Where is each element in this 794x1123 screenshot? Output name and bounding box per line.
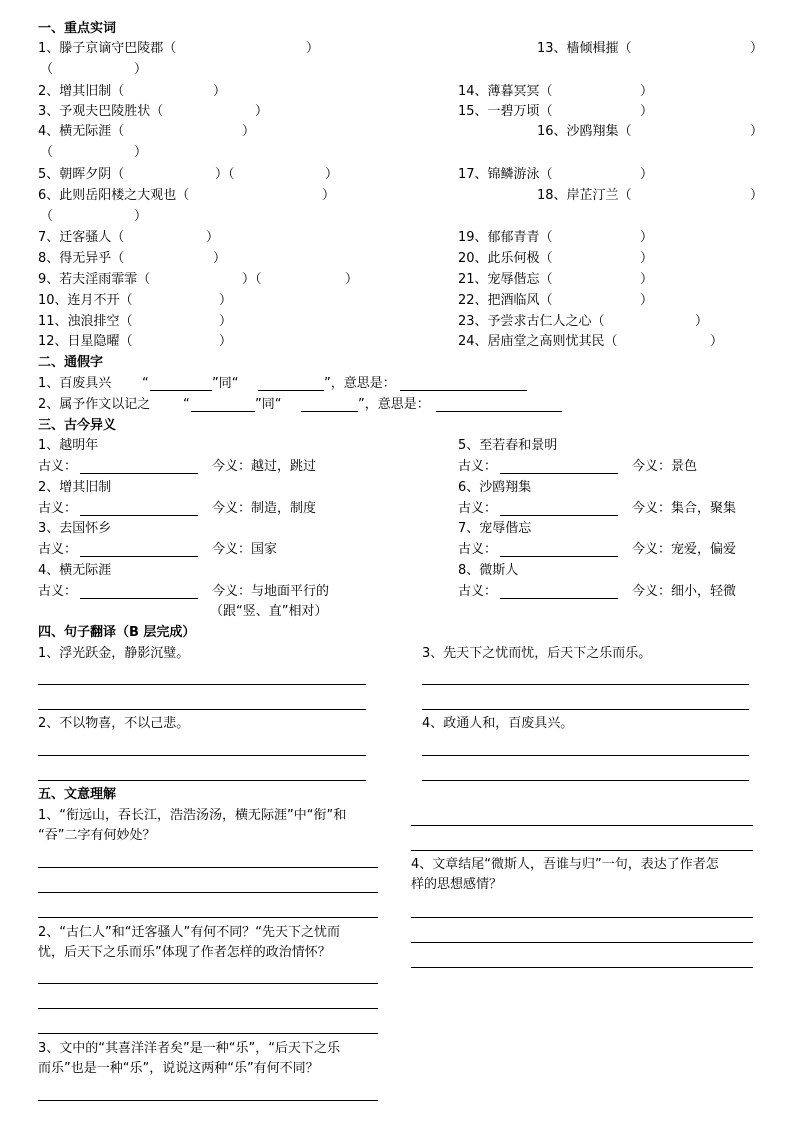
gujin-item-1-gu-label: 古义： bbox=[38, 459, 78, 474]
comprehension-q1-line-2: “吞”二字有何妙处？ bbox=[38, 828, 156, 843]
vocab-item-1-close: ） bbox=[306, 41, 320, 56]
vocab-item-1-cont-open: （ bbox=[40, 62, 54, 77]
translate-item-3: 3、先天下之忧而忧，后天下之乐而乐。 bbox=[422, 646, 652, 661]
gujin-item-5-title: 5、至若春和景明 bbox=[458, 438, 558, 453]
vocab-item-20: 20、此乐何极（ bbox=[458, 251, 553, 266]
comprehension-q1-answer-line-2[interactable] bbox=[38, 892, 378, 893]
translate-item-1: 1、浮光跃金，静影沉璧。 bbox=[38, 646, 190, 661]
tongjia-item-2-meaning-blank[interactable] bbox=[436, 411, 562, 412]
gujin-item-5-gu-label: 古义： bbox=[458, 459, 498, 474]
translate-item-2-line-1[interactable] bbox=[38, 755, 366, 756]
vocab-item-18: 18、岸芷汀兰（ bbox=[537, 188, 632, 203]
vocab-item-6-close: ） bbox=[322, 188, 336, 203]
vocab-item-15: 15、一碧万顷（ bbox=[458, 104, 553, 119]
tongjia-item-1-yi: ”，意思是： bbox=[324, 376, 396, 391]
tongjia-item-2-blank-a[interactable] bbox=[191, 411, 255, 412]
comprehension-q1-line-1: 1、“衔远山，吞长江，浩浩汤汤，横无际涯”中“衔”和 bbox=[38, 808, 347, 823]
translate-item-4: 4、政通人和，百废具兴。 bbox=[422, 716, 574, 731]
section-heading-4: 四、句子翻译（B 层完成） bbox=[38, 625, 196, 640]
tongjia-item-2-open-quote: “ bbox=[183, 397, 190, 412]
section-heading-2: 二、通假字 bbox=[38, 355, 104, 370]
vocab-item-9: 9、若夫淫雨霏霏（ bbox=[38, 272, 151, 287]
gujin-item-7-jin: 今义：宠爱，偏爱 bbox=[632, 542, 737, 557]
gujin-item-3-jin: 今义：国家 bbox=[212, 542, 278, 557]
gujin-item-1-jin: 今义：越过，跳过 bbox=[212, 459, 317, 474]
gujin-item-4-gu-label: 古义： bbox=[38, 584, 78, 599]
comprehension-q2-answer-line-1[interactable] bbox=[38, 983, 378, 984]
tongjia-item-1-blank-a[interactable] bbox=[150, 390, 212, 391]
gujin-item-8-gu-label: 古义： bbox=[458, 584, 498, 599]
gujin-item-6-title: 6、沙鸥翔集 bbox=[458, 480, 532, 495]
gujin-item-1-title: 1、越明年 bbox=[38, 438, 99, 453]
vocab-item-3-close: ） bbox=[255, 104, 269, 119]
tongjia-item-2-blank-b[interactable] bbox=[301, 411, 358, 412]
vocab-item-5-close: ） bbox=[325, 167, 339, 182]
vocab-item-6-cont-open: （ bbox=[40, 209, 54, 224]
gujin-item-6-jin: 今义：集合，聚集 bbox=[632, 501, 737, 516]
vocab-item-2-close: ） bbox=[213, 84, 227, 99]
vocab-item-7: 7、迁客骚人（ bbox=[38, 230, 125, 245]
comprehension-q4-line-1: 4、文章结尾“微斯人，吾谁与归”一句，表达了作者怎 bbox=[411, 857, 719, 872]
gujin-item-4-jin: 今义：与地面平行的 bbox=[212, 584, 330, 599]
gujin-item-7-title: 7、宠辱偕忘 bbox=[458, 521, 532, 536]
vocab-item-5-mid: ）（ bbox=[215, 167, 235, 182]
gujin-item-2-jin: 今义：制造，制度 bbox=[212, 501, 317, 516]
vocab-item-19: 19、郁郁青青（ bbox=[458, 230, 553, 245]
vocab-item-10: 10、连月不开（ bbox=[38, 293, 133, 308]
section-heading-3: 三、古今异义 bbox=[38, 418, 117, 433]
translate-item-4-line-2[interactable] bbox=[422, 780, 749, 781]
vocab-item-10-close: ） bbox=[219, 293, 233, 308]
vocab-item-3: 3、予观夫巴陵胜状（ bbox=[38, 104, 164, 119]
vocab-item-18-close: ） bbox=[750, 188, 764, 203]
section-heading-5: 五、文意理解 bbox=[38, 787, 117, 802]
vocab-item-22: 22、把酒临风（ bbox=[458, 293, 553, 308]
vocab-item-17: 17、锦鳞游泳（ bbox=[458, 167, 553, 182]
comprehension-q4-answer-line-1[interactable] bbox=[411, 917, 753, 918]
comprehension-q4-line-2: 样的思想感情？ bbox=[411, 877, 503, 892]
vocab-item-20-close: ） bbox=[640, 251, 654, 266]
vocab-item-24-close: ） bbox=[710, 334, 724, 349]
gujin-item-7-gu-blank[interactable] bbox=[500, 556, 618, 557]
vocab-item-13: 13、樯倾楫摧（ bbox=[537, 41, 632, 56]
vocab-item-2: 2、增其旧制（ bbox=[38, 84, 125, 99]
comprehension-q4-answer-line-3[interactable] bbox=[411, 967, 753, 968]
translate-item-1-line-1[interactable] bbox=[38, 684, 366, 685]
gujin-item-8-title: 8、微斯人 bbox=[458, 563, 519, 578]
vocab-item-17-close: ） bbox=[640, 167, 654, 182]
vocab-item-1: 1、滕子京谪守巴陵郡（ bbox=[38, 41, 177, 56]
section-heading-1: 一、重点实词 bbox=[38, 21, 117, 36]
vocab-item-4-cont-open: （ bbox=[40, 145, 54, 160]
vocab-item-16-close: ） bbox=[750, 124, 764, 139]
vocab-item-9-close: ） bbox=[345, 272, 359, 287]
tongjia-item-1-blank-b[interactable] bbox=[258, 390, 324, 391]
vocab-item-8-close: ） bbox=[213, 251, 227, 266]
comprehension-right-line-1[interactable] bbox=[411, 825, 753, 826]
tongjia-item-2: 2、属予作文以记之 bbox=[38, 397, 151, 412]
vocab-item-19-close: ） bbox=[640, 230, 654, 245]
vocab-item-11: 11、浊浪排空（ bbox=[38, 314, 133, 329]
gujin-item-1-gu-blank[interactable] bbox=[80, 473, 198, 474]
translate-item-3-line-1[interactable] bbox=[422, 684, 749, 685]
translate-item-3-line-2[interactable] bbox=[422, 709, 749, 710]
comprehension-q2-line-1: 2、“古仁人”和“迁客骚人”有何不同？“先天下之忧而 bbox=[38, 925, 340, 940]
comprehension-q1-answer-line-1[interactable] bbox=[38, 867, 378, 868]
translate-item-1-line-2[interactable] bbox=[38, 709, 366, 710]
gujin-item-3-gu-label: 古义： bbox=[38, 542, 78, 557]
vocab-item-12-close: ） bbox=[219, 334, 233, 349]
vocab-item-21: 21、宠辱偕忘（ bbox=[458, 272, 553, 287]
vocab-item-5: 5、朝晖夕阴（ bbox=[38, 167, 125, 182]
vocab-item-24: 24、居庙堂之高则忧其民（ bbox=[458, 334, 618, 349]
comprehension-q3-line-2: 而乐”也是一种“乐”，说说这两种“乐”有何不同？ bbox=[38, 1061, 319, 1076]
tongjia-item-1-open-quote: “ bbox=[142, 376, 149, 391]
gujin-item-3-gu-blank[interactable] bbox=[80, 556, 198, 557]
vocab-item-11-close: ） bbox=[219, 314, 233, 329]
gujin-item-3-title: 3、去国怀乡 bbox=[38, 521, 112, 536]
comprehension-q1-answer-line-3[interactable] bbox=[38, 917, 378, 918]
vocab-item-16: 16、沙鸥翔集（ bbox=[537, 124, 632, 139]
vocab-item-1-cont-close: ） bbox=[134, 62, 148, 77]
vocab-item-7-close: ） bbox=[206, 230, 220, 245]
comprehension-q2-answer-line-2[interactable] bbox=[38, 1008, 378, 1009]
vocab-item-8: 8、得无异乎（ bbox=[38, 251, 125, 266]
translate-item-4-line-1[interactable] bbox=[422, 755, 749, 756]
vocab-item-22-close: ） bbox=[640, 293, 654, 308]
gujin-item-2-gu-label: 古义： bbox=[38, 501, 78, 516]
vocab-item-14-close: ） bbox=[640, 84, 654, 99]
vocab-item-4-close: ） bbox=[242, 124, 256, 139]
comprehension-q2-line-2: 忧，后天下之乐而乐”体现了作者怎样的政治情怀？ bbox=[38, 945, 331, 960]
gujin-item-5-gu-blank[interactable] bbox=[500, 473, 618, 474]
vocab-item-23-close: ） bbox=[695, 314, 709, 329]
translate-item-2: 2、不以物喜，不以己悲。 bbox=[38, 716, 190, 731]
tongjia-item-1-tong: ”同“ bbox=[212, 376, 239, 391]
vocab-item-9-mid: ）（ bbox=[242, 272, 262, 287]
gujin-item-8-gu-blank[interactable] bbox=[500, 598, 618, 599]
gujin-item-5-jin: 今义：景色 bbox=[632, 459, 698, 474]
vocab-item-6-cont-close: ） bbox=[134, 209, 148, 224]
gujin-item-7-gu-label: 古义： bbox=[458, 542, 498, 557]
vocab-item-23: 23、予尝求古仁人之心（ bbox=[458, 314, 605, 329]
vocab-item-14: 14、薄暮冥冥（ bbox=[458, 84, 553, 99]
gujin-item-4-gu-blank[interactable] bbox=[80, 598, 198, 599]
vocab-item-4: 4、横无际涯（ bbox=[38, 124, 125, 139]
tongjia-item-2-yi: ”，意思是： bbox=[358, 397, 430, 412]
vocab-item-4-cont-close: ） bbox=[134, 145, 148, 160]
tongjia-item-2-tong: ”同“ bbox=[255, 397, 282, 412]
comprehension-q3-answer-line-1[interactable] bbox=[38, 1100, 378, 1101]
vocab-item-6: 6、此则岳阳楼之大观也（ bbox=[38, 188, 190, 203]
tongjia-item-1: 1、百废具兴 bbox=[38, 376, 112, 391]
comprehension-q2-answer-line-3[interactable] bbox=[38, 1033, 378, 1034]
gujin-item-6-gu-blank[interactable] bbox=[500, 515, 618, 516]
comprehension-right-line-2[interactable] bbox=[411, 850, 753, 851]
comprehension-q4-answer-line-2[interactable] bbox=[411, 942, 753, 943]
gujin-item-8-jin: 今义：细小，轻微 bbox=[632, 584, 737, 599]
gujin-item-4-title: 4、横无际涯 bbox=[38, 563, 112, 578]
vocab-item-15-close: ） bbox=[640, 104, 654, 119]
vocab-item-21-close: ） bbox=[640, 272, 654, 287]
vocab-item-13-close: ） bbox=[750, 41, 764, 56]
tongjia-item-1-meaning-blank[interactable] bbox=[400, 390, 527, 391]
gujin-item-4-jin-note: （跟“竖、直”相对） bbox=[210, 604, 328, 619]
comprehension-q3-line-1: 3、文中的“其喜洋洋者矣”是一种“乐”，“后天下之乐 bbox=[38, 1041, 340, 1056]
gujin-item-2-title: 2、增其旧制 bbox=[38, 480, 112, 495]
gujin-item-6-gu-label: 古义： bbox=[458, 501, 498, 516]
vocab-item-12: 12、日星隐曜（ bbox=[38, 334, 133, 349]
translate-item-2-line-2[interactable] bbox=[38, 780, 366, 781]
gujin-item-2-gu-blank[interactable] bbox=[80, 515, 198, 516]
